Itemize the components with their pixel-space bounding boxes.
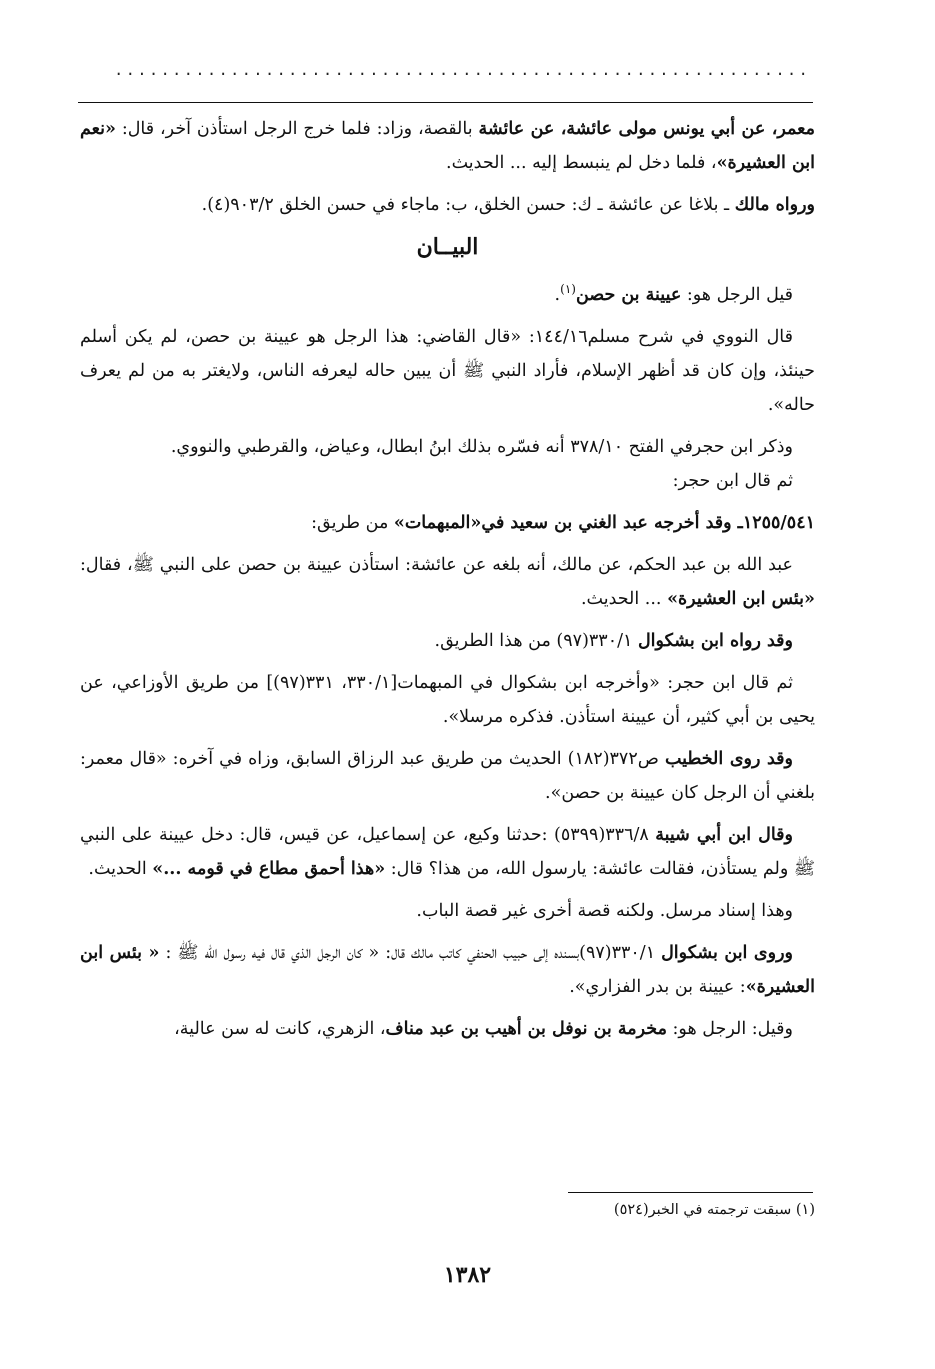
page-number: ١٣٨٢ [443, 1262, 492, 1288]
narrator-name: ورواه مالك [734, 195, 815, 215]
paragraph-ibn-bashkuwal-2: وروى ابن بشكوال ٣٣٠/١(٩٧)بسنده إلى حبيب الحنفي كاتب مالك قال: « كان الرجل الذي قال فيه رسول الله ﷺ : « بئس ابن العشيرة»: عيينة بن بدر الفزاري». [80, 942, 815, 997]
paragraph-ibn-abi-shayba: وقال ابن أبي شيبة ٣٣٦/٨(٥٣٩٩) :حدثنا وكيع، عن إسماعيل، عن قيس، قال: دخل عيينة على النبي ﷺ ولم يستأذن، فقالت عائشة: يارسول الله، من هذا؟ قال: «هذا أحمق مطاع في قومه ...» الحديث. [80, 824, 815, 879]
footnote-ref: (١) [560, 282, 576, 296]
paragraph-khatib: وقد روى الخطيب ص٣٧٢(١٨٢) الحديث من طريق عبد الرزاق السابق، وزاه في آخره: «قال معمر: بلغني أن الرجل كان عيينة بن حصن». [80, 748, 815, 803]
document-body [80, 112, 815, 1054]
paragraph-hadith-1255: ١٢٥٥/٥٤١ـ وقد أخرجه عبد الغني بن سعيد في«المبهمات» من طريق: [311, 512, 815, 533]
paragraph-awzai: ثم قال ابن حجر: «وأخرجه ابن بشكوال في المبهمات[٣٣٠/١، ٣٣١(٩٧)] من طريق الأوزاعي، عن يحيى بن أبي كثير، أن عيينة استأذن. فذكره مرسلا». [80, 672, 815, 727]
footnote: (١) سبقت ترجمته في الخبر(٥٢٤) [613, 1202, 815, 1218]
paragraph-man-identity: قيل الرجل هو: عيينة بن حصن$^{(١)}$. [554, 282, 793, 305]
paragraph-muammar: معمر، عن أبي يونس مولى عائشة، عن عائشة بالقصة، وزاد: فلما خرج الرجل استأذن آخر، قال: «نعم ابن العشيرة»، فلما دخل لم ينبسط إليه ... الحديث. [80, 119, 815, 173]
hadith-quote: «نعم ابن العشيرة» [80, 119, 815, 173]
header-rule [78, 102, 813, 103]
person-name: عيينة بن حصن [575, 284, 682, 305]
paragraph-ibn-bashkuwal-1: وقد رواه ابن بشكوال ٣٣٠/١(٩٧) من هذا الطريق. [434, 630, 793, 651]
section-heading: البيــان [416, 234, 479, 260]
hadith-number-heading: ١٢٥٥/٥٤١ـ وقد أخرجه عبد الغني بن سعيد في [481, 512, 815, 533]
header-dotted-line: ............................................................ [113, 62, 810, 80]
paragraph-ibn-hajar-fath: وذكر ابن حجرفي الفتح ٣٧٨/١٠ أنه فسّره بذلك ابنُ ابطال، وعياض، والقرطبي والنووي. [170, 436, 793, 457]
narrator-chain: معمر، عن أبي يونس مولى عائشة، عن عائشة [478, 119, 815, 139]
paragraph-malik: ورواه مالك ـ بلاغا عن عائشة ـ ك: حسن الخلق، ب: ماجاء في حسن الخلق ٩٠٣/٢(٤). [201, 195, 815, 215]
paragraph-mursal: وهذا إسناد مرسل. ولكنه قصة أخرى غير قصة الباب. [416, 900, 793, 921]
paragraph-makhrama: وقيل: الرجل هو: مخرمة بن نوفل بن أهيب بن عبد مناف، الزهري، كانت له سن عالية، [174, 1018, 793, 1039]
paragraph-nawawi: قال النووي في شرح مسلم١٤٤/١٦: «قال القاضي: هذا الرجل هو عيينة بن حصن، لم يكن أسلم حينئذ، وإن كان قد أظهر الإسلام، فأراد النبي ﷺ أن يبين حاله ليعرفه الناس، ولايغتر به من لم يعرف حاله». [80, 326, 815, 415]
paragraph-abdullah: عبد الله بن عبد الحكم، عن مالك، أنه بلغه عن عائشة: استأذن عيينة بن حصن على النبي ﷺ، فقال: «بئس ابن العشيرة» ... الحديث. [80, 554, 815, 609]
footnote-rule [568, 1192, 813, 1193]
paragraph-ibn-hajar-said: ثم قال ابن حجر: [672, 470, 793, 491]
